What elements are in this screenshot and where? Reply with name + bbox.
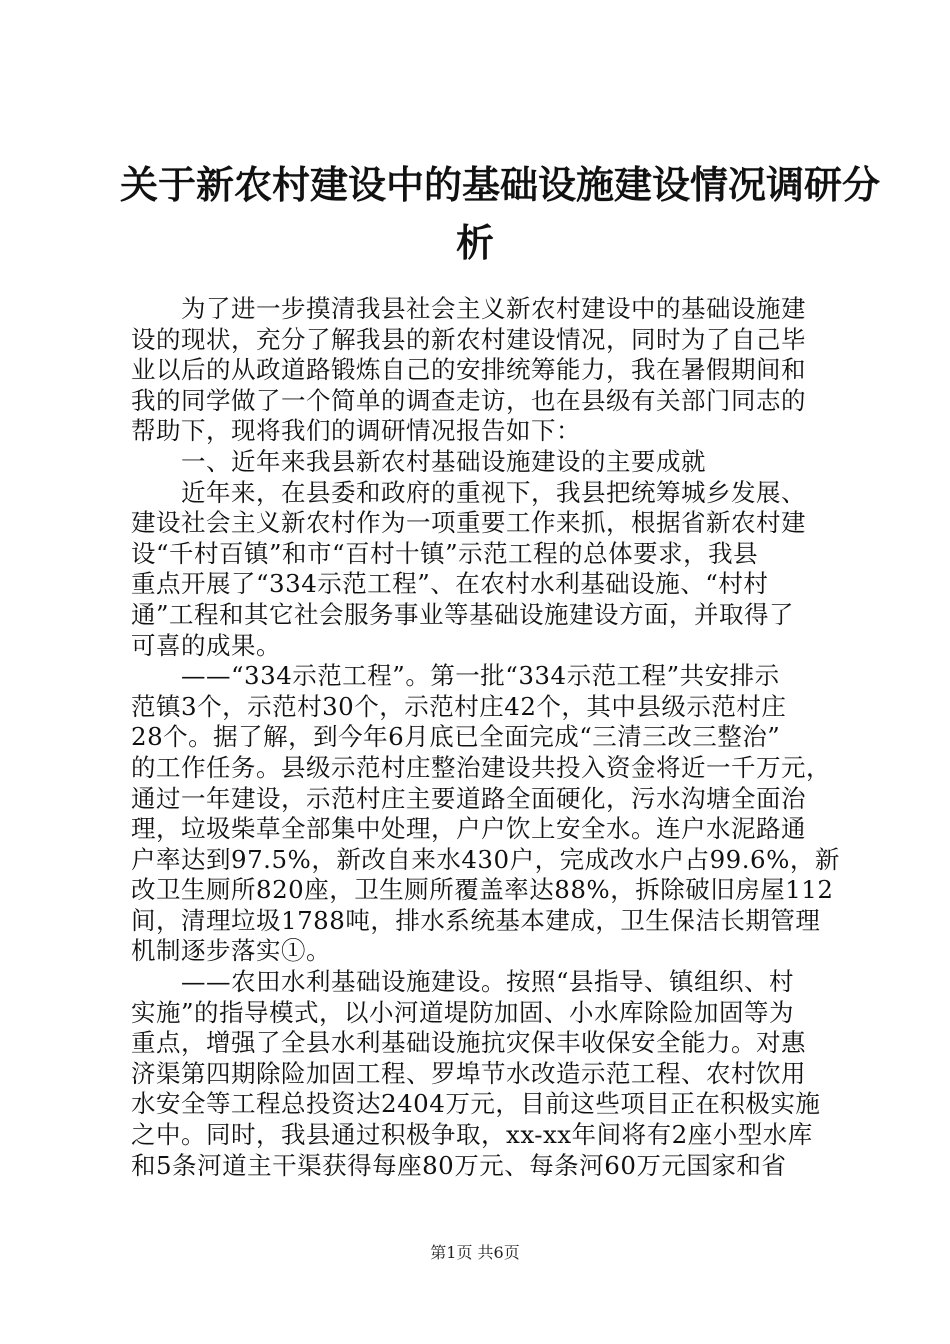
body-line: 实施”的指导模式，以小河道堤防加固、小水库除险加固等为 — [131, 997, 795, 1027]
body-line: 可喜的成果。 — [131, 630, 281, 660]
body-line: ——“334示范工程”。第一批“334示范工程”共安排示 — [131, 661, 780, 691]
document-body — [131, 294, 840, 1181]
body-line: 重点开展了“334示范工程”、在农村水利基础设施、“村村 — [131, 569, 769, 599]
section-heading: 一、近年来我县新农村基础设施建设的主要成就 — [131, 446, 706, 476]
body-line: 户率达到97.5%，新改自来水430户，完成改水户占99.6%，新 — [131, 844, 840, 874]
body-line: 我的同学做了一个简单的调查走访，也在县级有关部门同志的 — [131, 385, 806, 415]
body-line: 范镇3个，示范村30个，示范村庄42个，其中县级示范村庄 — [131, 691, 787, 721]
body-line: 和5条河道主干渠获得每座80万元、每条河60万元国家和省 — [131, 1150, 787, 1180]
body-line: 水安全等工程总投资达2404万元，目前这些项目正在积极实施 — [131, 1089, 821, 1119]
body-line: ——农田水利基础设施建设。按照“县指导、镇组织、村 — [131, 967, 795, 997]
body-line: 设的现状，充分了解我县的新农村建设情况，同时为了自己毕 — [131, 324, 806, 354]
body-line: 业以后的从政道路锻炼自己的安排统筹能力，我在暑假期间和 — [131, 355, 806, 385]
body-line: 近年来，在县委和政府的重视下，我县把统筹城乡发展、 — [131, 477, 806, 507]
body-line: 之中。同时，我县通过积极争取，xx-xx年间将有2座小型水库 — [131, 1120, 813, 1150]
body-line: 帮助下，现将我们的调研情况报告如下： — [131, 416, 581, 446]
page-footer: 第1页 共6页 — [430, 1243, 520, 1262]
body-line: 理，垃圾柴草全部集中处理，户户饮上安全水。连户水泥路通 — [131, 814, 806, 844]
document-title-line-1: 关于新农村建设中的基础设施建设情况调研分 — [120, 163, 881, 207]
body-line: 通”工程和其它社会服务事业等基础设施建设方面，并取得了 — [131, 599, 795, 629]
body-line: 机制逐步落实①。 — [131, 936, 331, 966]
body-line: 为了进一步摸清我县社会主义新农村建设中的基础设施建 — [131, 294, 806, 323]
document-title-line-2: 析 — [455, 221, 494, 265]
body-line: 建设社会主义新农村作为一项重要工作来抓，根据省新农村建 — [131, 508, 806, 538]
body-line: 间，清理垃圾1788吨，排水系统基本建成，卫生保洁长期管理 — [131, 905, 821, 935]
body-line: 的工作任务。县级示范村庄整治建设共投入资金将近一千万元， — [131, 752, 831, 782]
body-line: 改卫生厕所820座，卫生厕所覆盖率达88%，拆除破旧房屋112 — [131, 875, 834, 905]
body-line: 通过一年建设，示范村庄主要道路全面硬化，污水沟塘全面治 — [131, 783, 806, 813]
body-line: 设“千村百镇”和市“百村十镇”示范工程的总体要求，我县 — [131, 538, 759, 568]
body-line: 济渠第四期除险加固工程、罗埠节水改造示范工程、农村饮用 — [131, 1058, 806, 1088]
body-line: 28个。据了解，到今年6月底已全面完成“三清三改三整治” — [131, 722, 781, 752]
body-line: 重点，增强了全县水利基础设施抗灾保丰收保安全能力。对惠 — [131, 1028, 806, 1058]
